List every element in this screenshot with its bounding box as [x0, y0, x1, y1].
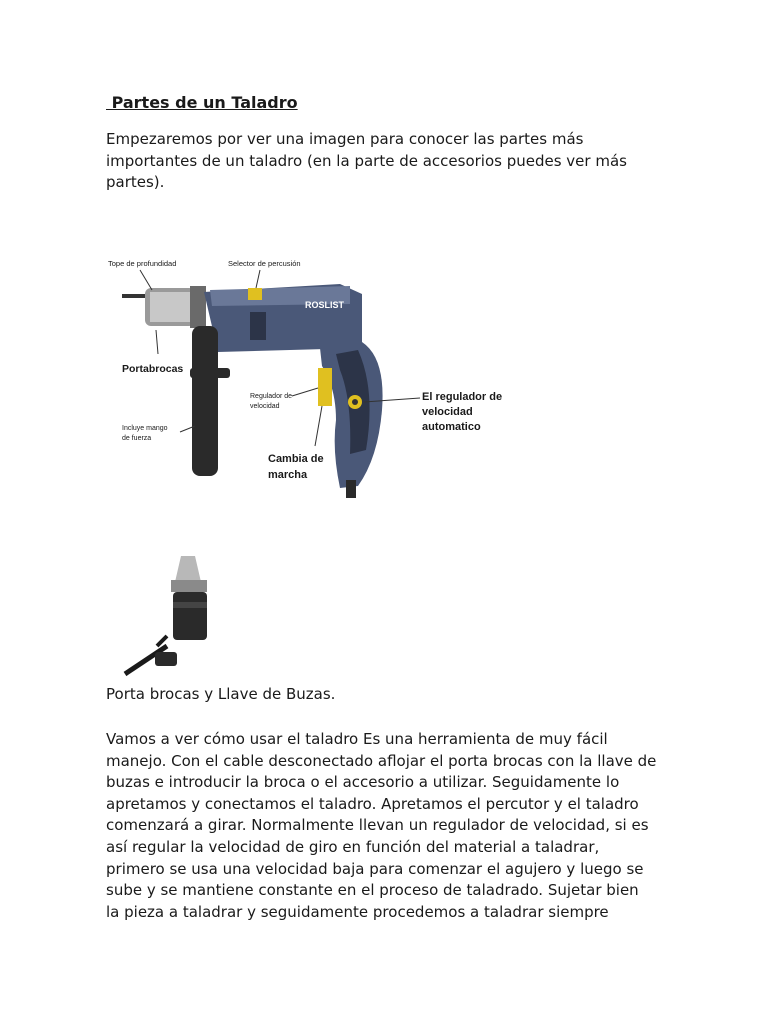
label-auto-speed-2: velocidad: [422, 406, 473, 418]
chuck-key-photo: [125, 636, 177, 674]
label-side-handle-1: Incluye mango: [122, 425, 168, 432]
label-chuck: Portabrocas: [122, 363, 184, 375]
label-gear-change-1: Cambia de: [268, 453, 324, 465]
label-gear-change-2: marcha: [268, 469, 308, 481]
body-paragraph: Vamos a ver cómo usar el taladro Es una herramienta de muy fácil manejo. Con el cable desconectado aflojar el porta brocas con la llave de buzas e introducir la broca o el accesorio a utilizar. Seguidamente lo apretamos y conectamos el taladro. Apretamos el percutor y el taladro comenzará a girar. Normalmente llevan un regulador de velocidad, si es así regular la velocidad de giro en función del material a taladrar, primero se usa una velocidad baja para comenzar el agujero y luego se sube y se mantiene constante en el proceso de taladrado. Sujetar bien la pieza a taladrar y seguidamente procedemos a taladrar siempre: [106, 730, 657, 921]
chuck-and-key-figure: [115, 552, 225, 682]
label-auto-speed-1: El regulador de: [422, 391, 503, 403]
intro-paragraph: Empezaremos por ver una imagen para conocer las partes más importantes de un taladro (en la parte de accesorios puedes ver más partes).: [106, 130, 627, 192]
label-speed-regulator-2: velocidad: [250, 403, 280, 410]
label-auto-speed-3: automatico: [422, 421, 481, 433]
label-percussion-selector: Selector de percusión: [228, 259, 301, 268]
chuck-photo: [171, 556, 207, 640]
chuck-image: [145, 286, 206, 328]
page-title: Partes de un Taladro: [106, 93, 298, 112]
label-depth-stop: Tope de profundidad: [108, 259, 177, 268]
figure-caption: Porta brocas y Llave de Buzas.: [106, 685, 336, 703]
label-speed-regulator-1: Regulador de: [250, 393, 293, 400]
label-side-handle-2: de fuerza: [122, 435, 152, 442]
drill-parts-figure: [100, 250, 520, 500]
drill-body-image: [190, 284, 383, 498]
brand-label: ROSLIST: [305, 300, 345, 310]
